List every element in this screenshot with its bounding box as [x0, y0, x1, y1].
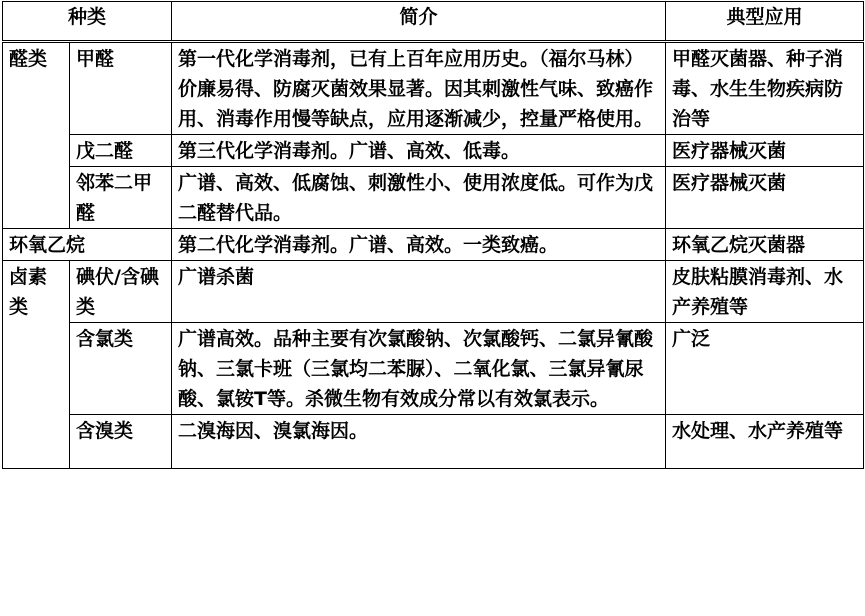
row-intro: 第一代化学消毒剂，已有上百年应用历史。（福尔马林）价廉易得、防腐灭菌效果显著。因其刺激性气味、致癌作用、消毒作用慢等缺点，应用逐渐减少，控量严格使用。	[172, 42, 666, 135]
row-intro: 第三代化学消毒剂。广谱、高效、低毒。	[172, 135, 666, 167]
row-name: 戊二醛	[70, 135, 172, 167]
row-name: 碘伏/含碘类	[70, 261, 172, 323]
table-row	[3, 261, 864, 323]
header-intro: 简介	[172, 2, 666, 42]
row-application: 甲醛灭菌器、种子消毒、水生生物疾病防治等	[666, 42, 864, 135]
disinfectant-table	[2, 1, 864, 469]
table-row	[3, 323, 864, 415]
table-row	[3, 42, 864, 135]
row-application: 医疗器械灭菌	[666, 167, 864, 229]
row-name: 甲醛	[70, 42, 172, 135]
row-application: 环氧乙烷灭菌器	[666, 229, 864, 261]
row-name: 邻苯二甲醛	[70, 167, 172, 229]
row-name: 含溴类	[70, 415, 172, 469]
row-intro: 第二代化学消毒剂。广谱、高效。一类致癌。	[172, 229, 666, 261]
row-application: 医疗器械灭菌	[666, 135, 864, 167]
row-name: 含氯类	[70, 323, 172, 415]
table-row	[3, 229, 864, 261]
group-halogen: 卤素类	[3, 261, 70, 469]
table-header-row	[3, 2, 864, 42]
header-category: 种类	[3, 2, 172, 42]
table-row	[3, 167, 864, 229]
row-intro: 广谱杀菌	[172, 261, 666, 323]
row-application: 水处理、水产养殖等	[666, 415, 864, 469]
table-row	[3, 415, 864, 469]
row-intro: 广谱高效。品种主要有次氯酸钠、次氯酸钙、二氯异氰酸钠、三氯卡班（三氯均二苯脲）、二氧化氯、三氯异氰尿酸、氯铵T等。杀微生物有效成分常以有效氯表示。	[172, 323, 666, 415]
header-application: 典型应用	[666, 2, 864, 42]
group-aldehyde: 醛类	[3, 42, 70, 229]
row-application: 皮肤粘膜消毒剂、水产养殖等	[666, 261, 864, 323]
table-row	[3, 135, 864, 167]
row-intro: 二溴海因、溴氯海因。	[172, 415, 666, 469]
row-intro: 广谱、高效、低腐蚀、刺激性小、使用浓度低。可作为戊二醛替代品。	[172, 167, 666, 229]
row-name: 环氧乙烷	[3, 229, 172, 261]
row-application: 广泛	[666, 323, 864, 415]
